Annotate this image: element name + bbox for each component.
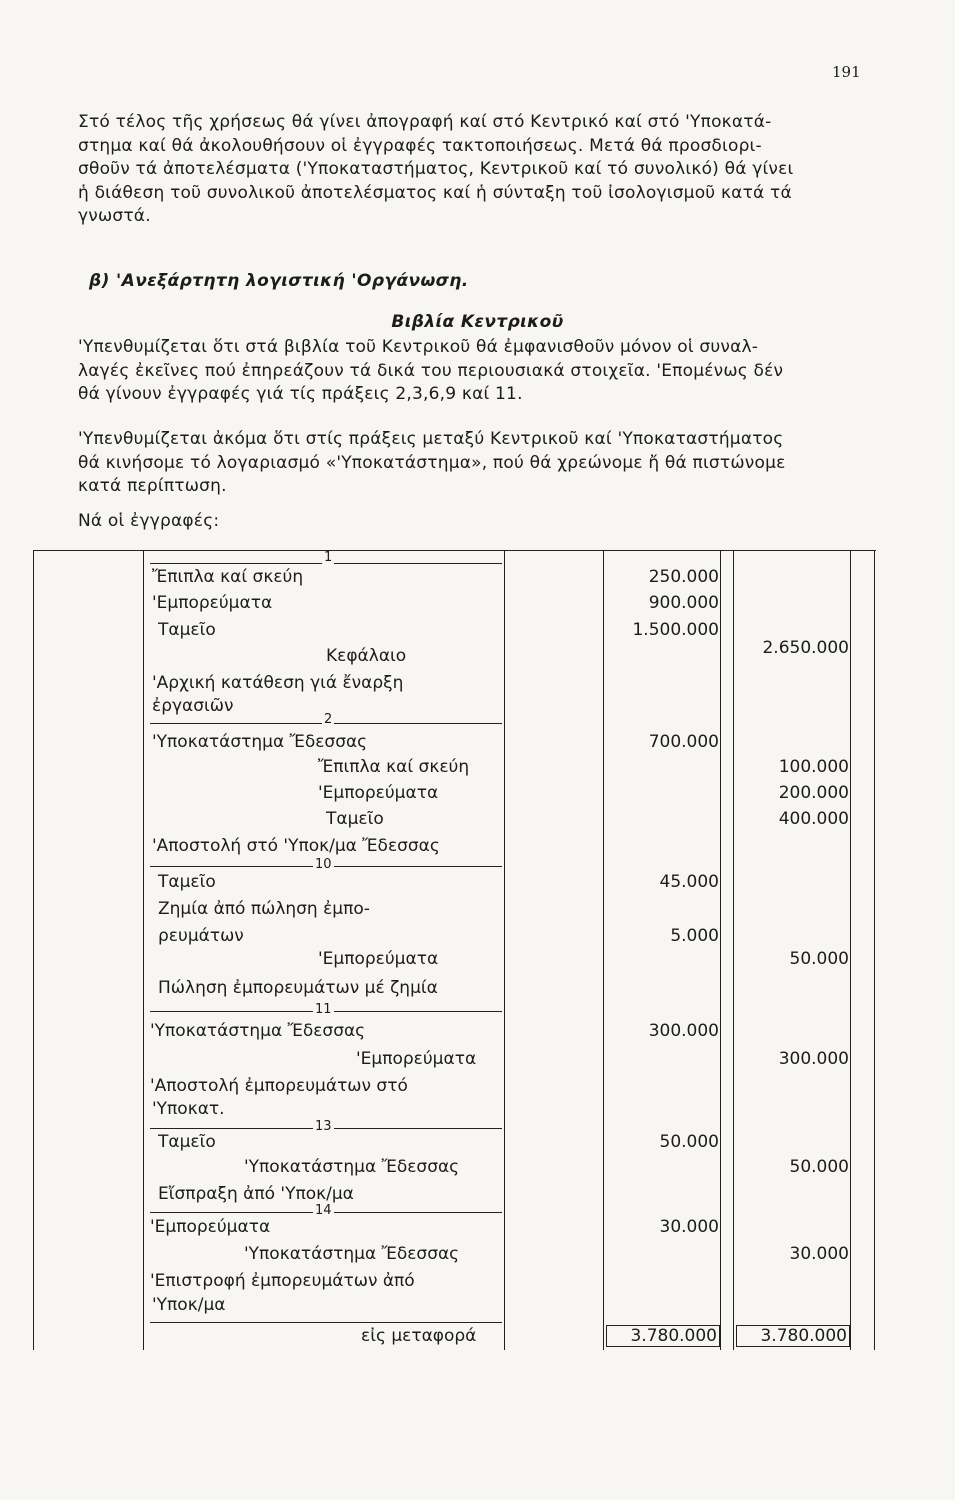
journal-row-text: Κεφάλαιο (326, 646, 407, 666)
journal-row-text: Ταμεῖο (158, 1132, 216, 1152)
text-line: 'Υπενθυμίζεται ὅτι στά βιβλία τοῦ Κεντρικοῦ θά ἐμφανισθοῦν μόνον οἱ συναλ- (78, 337, 759, 357)
paragraph-entries-intro: Νά οἱ ἐγγραφές: (78, 511, 220, 531)
page-number: 191 (832, 63, 861, 81)
total-credit: 3.780.000 (736, 1325, 850, 1347)
credit-amount: 50.000 (789, 949, 849, 969)
journal-row-text: ἐργασιῶν (152, 696, 234, 716)
text-line: θά γίνουν ἐγγραφές γιά τίς πράξεις 2,3,6,9 καί 11. (78, 384, 523, 404)
journal-row-text: 'Υποκατάστημα Ἔδεσσας (244, 1157, 460, 1177)
text-line: θά κινήσομε τό λογαριασμό «'Υποκατάστημα», πού θά χρεώνομε ἤ θά πιστώνομε (78, 452, 786, 473)
debit-amount: 30.000 (659, 1217, 719, 1237)
table-border-debit-left (603, 550, 604, 1350)
credit-amount: 30.000 (789, 1244, 849, 1264)
paragraph-reminder-books (78, 336, 868, 407)
journal-row-text: 'Εμπορεύματα (150, 1217, 271, 1237)
journal-row-text: 'Αποστολή ἐμπορευμάτων στό (150, 1076, 408, 1096)
journal-row-text: 'Εμπορεύματα (318, 783, 439, 803)
text-line: στημα καί θά ἀκολουθήσουν οἱ ἐγγραφές τακτοποιήσεως. Μετά θά προσδιορι- (78, 135, 762, 156)
table-border-text-right (504, 550, 505, 1350)
journal-row-text: 'Αρχική κατάθεση γιά ἔναρξη (152, 673, 404, 693)
credit-amount: 100.000 (778, 757, 849, 777)
text-line: ἡ διάθεση τοῦ συνολικοῦ ἀποτελέσματος καί ἡ σύνταξη τοῦ ἰσολογισμοῦ κατά τά (78, 182, 792, 203)
credit-amount: 2.650.000 (762, 638, 849, 658)
entry-number: 11 (315, 1002, 332, 1017)
table-border-right (874, 550, 875, 1350)
journal-row-text: Ταμεῖο (158, 872, 216, 892)
journal-row-text: 'Εμπορεύματα (152, 593, 273, 613)
entry-number: 13 (315, 1119, 332, 1134)
credit-amount: 400.000 (778, 809, 849, 829)
debit-amount: 50.000 (659, 1132, 719, 1152)
total-separator (150, 1322, 502, 1323)
table-border-credit-right (850, 550, 851, 1350)
table-border-left (33, 550, 34, 1350)
journal-row-text: 'Υποκατ. (152, 1099, 225, 1119)
journal-row-text: Ἔπιπλα καί σκεύη (152, 567, 304, 587)
entry-number: 14 (315, 1203, 332, 1218)
journal-row-text: Εἴσπραξη ἀπό 'Υποκ/μα (158, 1184, 354, 1204)
debit-amount: 45.000 (659, 872, 719, 892)
entry-number: 1 (324, 550, 333, 565)
table-border-credit-left (733, 550, 734, 1350)
journal-row-text: ρευμάτων (158, 926, 244, 946)
table-border-left-inner (143, 550, 144, 1350)
table-border-debit-right (720, 550, 721, 1350)
debit-amount: 250.000 (648, 567, 719, 587)
credit-amount: 300.000 (778, 1049, 849, 1069)
text-line: γνωστά. (78, 206, 151, 226)
journal-row-text: 'Υποκ/μα (152, 1295, 226, 1315)
journal-row-text: 'Υποκατάστημα Ἔδεσσας (244, 1244, 460, 1264)
table-top-border (33, 550, 876, 551)
debit-amount: 1.500.000 (632, 620, 719, 640)
section-heading: β) 'Ανεξάρτητη λογιστική 'Οργάνωση. (89, 271, 469, 291)
journal-row-text: Ταμεῖο (158, 620, 216, 640)
debit-amount: 5.000 (670, 926, 719, 946)
debit-amount: 300.000 (648, 1021, 719, 1041)
journal-row-text: Ἔπιπλα καί σκεύη (318, 757, 470, 777)
carry-forward-label: εἰς μεταφορά (361, 1326, 477, 1346)
credit-amount: 200.000 (778, 783, 849, 803)
debit-amount: 900.000 (648, 593, 719, 613)
journal-row-text: 'Υποκατάστημα Ἔδεσσας (150, 1021, 366, 1041)
journal-row-text: 'Εμπορεύματα (318, 949, 439, 969)
paragraph-reminder-branch (78, 428, 868, 499)
text-line: 'Υπενθυμίζεται ἀκόμα ὅτι στίς πράξεις μεταξύ Κεντρικοῦ καί 'Υποκαταστήματος (78, 429, 784, 449)
text-line: λαγές ἐκεῖνες πού ἐπηρεάζουν τά δικά του περιουσιακά στοιχεῖα. 'Επομένως δέν (78, 360, 784, 381)
entry-number: 10 (315, 857, 332, 872)
text-line: κατά περίπτωση. (78, 476, 227, 496)
entry-number: 2 (324, 712, 333, 727)
total-debit: 3.780.000 (606, 1325, 720, 1347)
journal-row-text: 'Αποστολή στό 'Υποκ/μα Ἔδεσσας (152, 836, 440, 856)
journal-row-text: Ταμεῖο (326, 809, 384, 829)
journal-row-text: 'Επιστροφή ἐμπορευμάτων ἀπό (150, 1271, 415, 1291)
journal-row-text: Πώληση ἐμπορευμάτων μέ ζημία (158, 978, 438, 998)
journal-row-text: 'Υποκατάστημα Ἔδεσσας (152, 732, 368, 752)
credit-amount: 50.000 (789, 1157, 849, 1177)
subsection-heading: Βιβλία Κεντρικοῦ (391, 312, 564, 332)
journal-row-text: Ζημία ἀπό πώληση ἐμπο- (158, 899, 370, 919)
journal-row-text: 'Εμπορεύματα (356, 1049, 477, 1069)
text-line: Στό τέλος τῆς χρήσεως θά γίνει ἀπογραφή καί στό Κεντρικό καί στό 'Υποκατά- (78, 112, 772, 132)
text-line: σθοῦν τά ἀποτελέσματα ('Υποκαταστήματος, Κεντρικοῦ καί τό συνολικό) θά γίνει (78, 159, 794, 179)
debit-amount: 700.000 (648, 732, 719, 752)
paragraph-closing (78, 111, 868, 229)
